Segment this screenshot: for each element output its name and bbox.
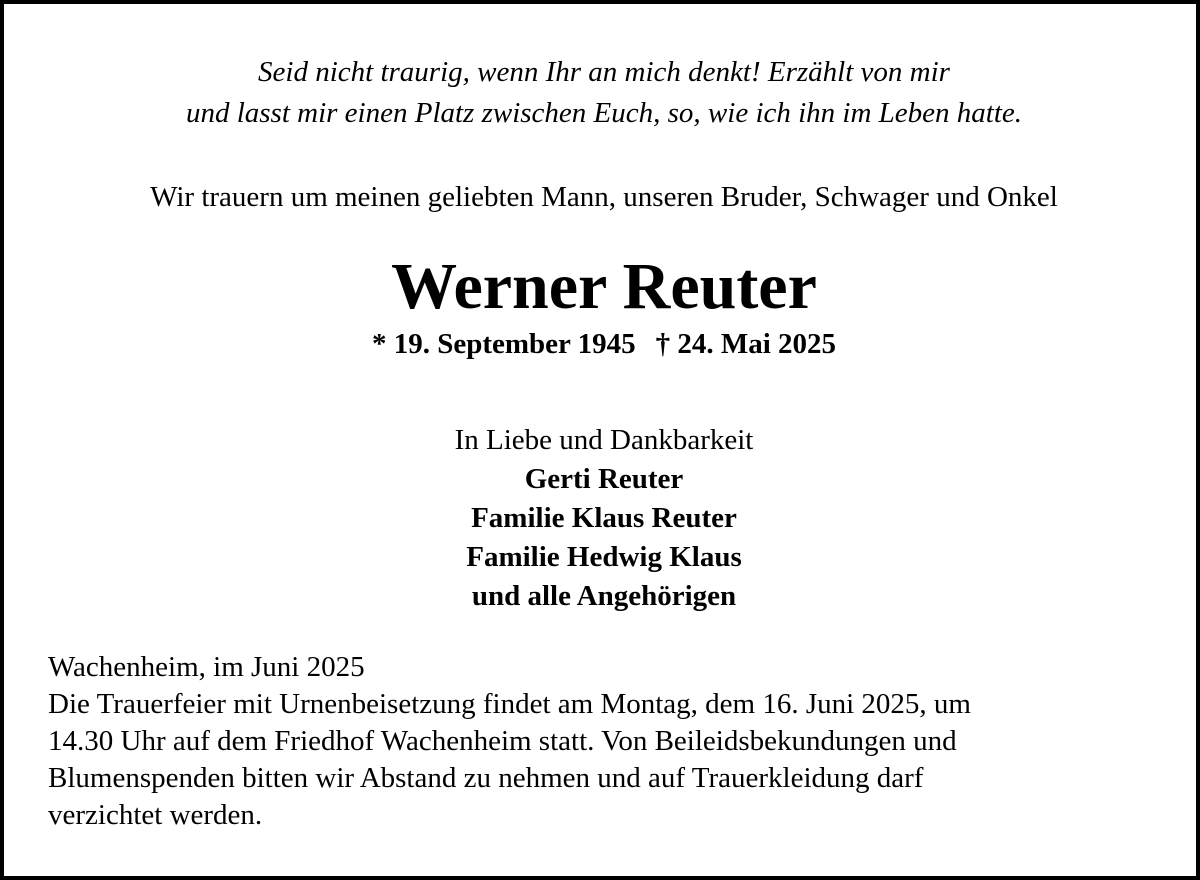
mourner-name: Familie Hedwig Klaus xyxy=(466,541,742,573)
deceased-name: Werner Reuter xyxy=(391,250,817,323)
mourner-name: Familie Klaus Reuter xyxy=(471,502,737,534)
mourning-intro: Wir trauern um meinen geliebten Mann, unseren Bruder, Schwager und Onkel xyxy=(150,181,1058,213)
funeral-text-line: Die Trauerfeier mit Urnenbeisetzung findet am Montag, dem 16. Juni 2025, um xyxy=(48,688,971,720)
death-date: † 24. Mai 2025 xyxy=(655,328,837,360)
mourner-name: Gerti Reuter xyxy=(524,463,684,495)
motto-line-1: Seid nicht traurig, wenn Ihr an mich denkt! Erzählt von mir xyxy=(258,56,950,88)
place-date: Wachenheim, im Juni 2025 xyxy=(48,651,365,683)
motto-line-2: und lasst mir einen Platz zwischen Euch, so, wie ich ihn im Leben hatte. xyxy=(185,97,1023,129)
funeral-text-line: Blumenspenden bitten wir Abstand zu nehmen und auf Trauerkleidung darf xyxy=(48,762,924,794)
birth-date: * 19. September 1945 xyxy=(371,328,636,360)
mourners-heading: In Liebe und Dankbarkeit xyxy=(454,424,754,456)
mourner-name: und alle Angehörigen xyxy=(471,580,737,612)
motto-quote xyxy=(4,52,1200,134)
funeral-text-line: 14.30 Uhr auf dem Friedhof Wachenheim statt. Von Beileidsbekundungen und xyxy=(48,725,957,757)
funeral-notice xyxy=(48,649,1163,834)
funeral-text-line: verzichtet werden. xyxy=(48,799,263,831)
life-dates xyxy=(4,324,1200,365)
mourners-block xyxy=(4,421,1200,616)
